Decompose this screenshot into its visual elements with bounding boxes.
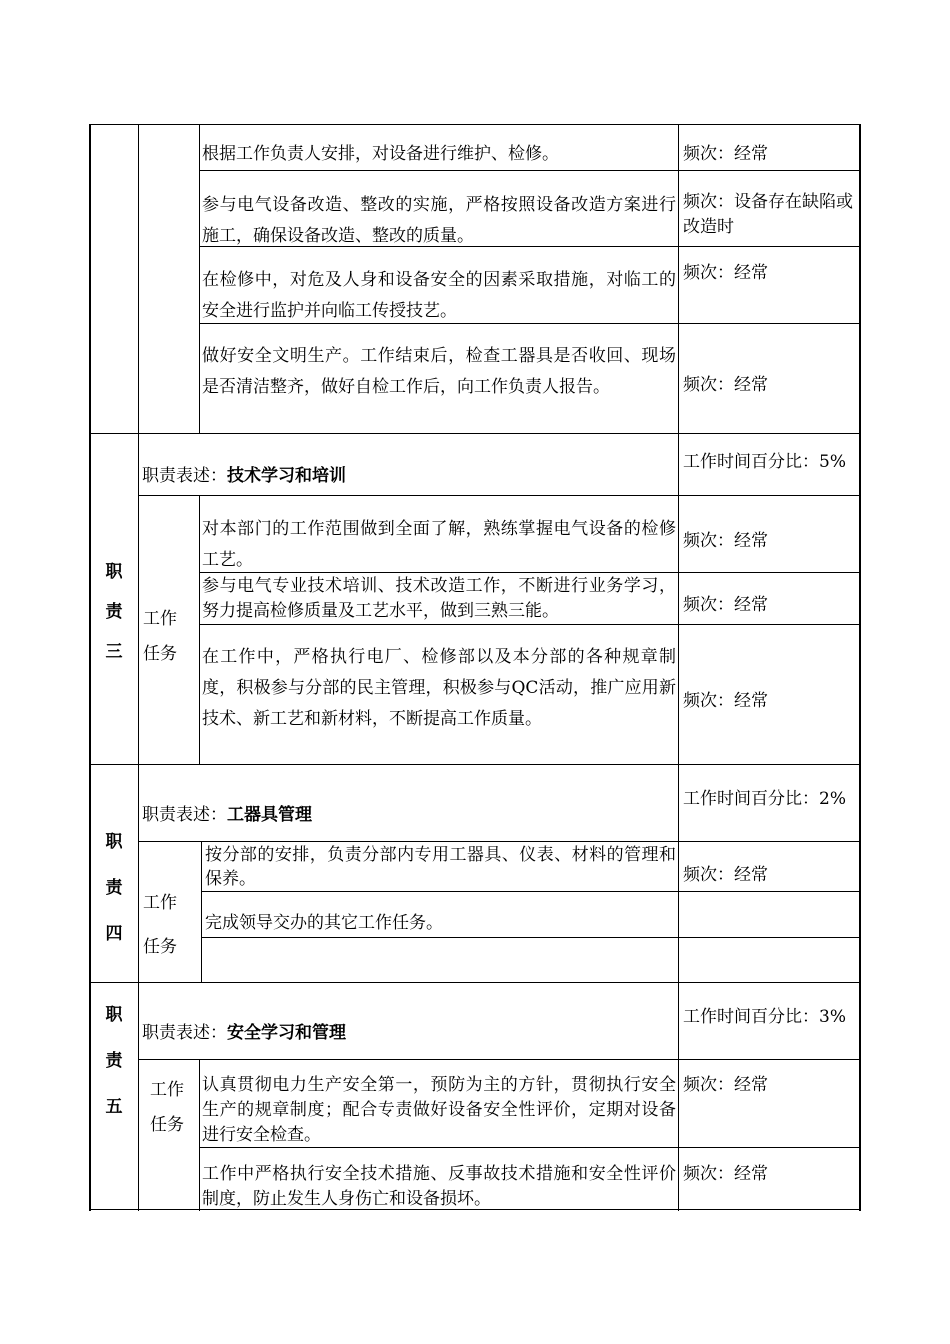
task-frequency: 频次：经常 (683, 531, 768, 551)
task-frequency: 频次：经常 (683, 691, 768, 711)
task-frequency: 频次：经常 (683, 263, 768, 283)
table-line (201, 841, 202, 982)
table-line (138, 841, 861, 842)
task-text: 参与电气专业技术培训、技术改造工作，不断进行业务学习，努力提高检修质量及工艺水平，做到三熟三能。 (202, 576, 676, 621)
duty-label: 职 责 五 (105, 1005, 123, 1117)
duty-description: 职责表述：工器具管理 (142, 805, 312, 825)
task-frequency: 频次：经常 (683, 865, 768, 885)
time-percentage: 工作时间百分比：2% (683, 789, 846, 809)
table-line (138, 495, 861, 496)
time-percentage: 工作时间百分比：5% (683, 452, 846, 472)
task-frequency: 频次：经常 (683, 144, 768, 164)
duty-description: 职责表述：安全学习和管理 (142, 1023, 346, 1043)
task-text: 根据工作负责人安排，对设备进行维护、检修。 (202, 144, 559, 164)
task-label: 工作 任务 (143, 609, 177, 664)
table-border-left (89, 124, 91, 1211)
task-text: 在检修中，对危及人身和设备安全的因素采取措施，对临工的安全进行监护并向临工传授技艺。 (202, 270, 676, 321)
duty-label: 职 责 三 (105, 562, 123, 662)
table-line (89, 764, 861, 765)
task-text: 参与电气设备改造、整改的实施，严格按照设备改造方案进行施工，确保设备改造、整改的质量。 (202, 195, 676, 246)
duty-description: 职责表述：技术学习和培训 (142, 466, 346, 486)
table-line (89, 124, 861, 125)
task-text: 按分部的安排，负责分部内专用工器具、仪表、材料的管理和保养。 (205, 845, 676, 889)
task-frequency: 频次：经常 (683, 375, 768, 395)
table-line (201, 891, 861, 892)
table-line (199, 1059, 200, 1211)
table-line (201, 937, 861, 938)
table-line (89, 982, 861, 983)
task-frequency: 频次：设备存在缺陷或改造时 (683, 192, 853, 237)
task-frequency: 频次：经常 (683, 1164, 768, 1184)
duty-label: 职 责 四 (105, 832, 123, 944)
time-percentage: 工作时间百分比：3% (683, 1007, 846, 1027)
task-text: 做好安全文明生产。工作结束后，检查工器具是否收回、现场是否清洁整齐，做好自检工作后，向工作负责人报告。 (202, 346, 676, 397)
task-text: 认真贯彻电力生产安全第一，预防为主的方针，贯彻执行安全生产的规章制度；配合专责做好设备安全性评价，定期对设备进行安全检查。 (202, 1075, 676, 1145)
table-line (199, 624, 861, 625)
task-frequency: 频次：经常 (683, 595, 768, 615)
task-text: 完成领导交办的其它工作任务。 (205, 913, 443, 933)
table-line (89, 433, 861, 434)
table-line (678, 124, 679, 1211)
table-border-right (859, 124, 861, 1211)
table-line (138, 1059, 861, 1060)
task-label: 工作 任务 (143, 893, 177, 957)
table-line (199, 495, 200, 764)
task-label: 工作 任务 (150, 1080, 184, 1135)
task-text: 工作中严格执行安全技术措施、反事故技术措施和安全性评价制度，防止发生人身伤亡和设备损坏。 (202, 1164, 676, 1209)
table-line (199, 170, 861, 171)
task-text: 在工作中，严格执行电厂、检修部以及本分部的各种规章制度，积极参与分部的民主管理，积极参与QC活动，推广应用新技术、新工艺和新材料，不断提高工作质量。 (202, 647, 676, 729)
task-text: 对本部门的工作范围做到全面了解，熟练掌握电气设备的检修工艺。 (202, 519, 676, 570)
task-frequency: 频次：经常 (683, 1075, 768, 1095)
table-line (138, 124, 139, 1211)
